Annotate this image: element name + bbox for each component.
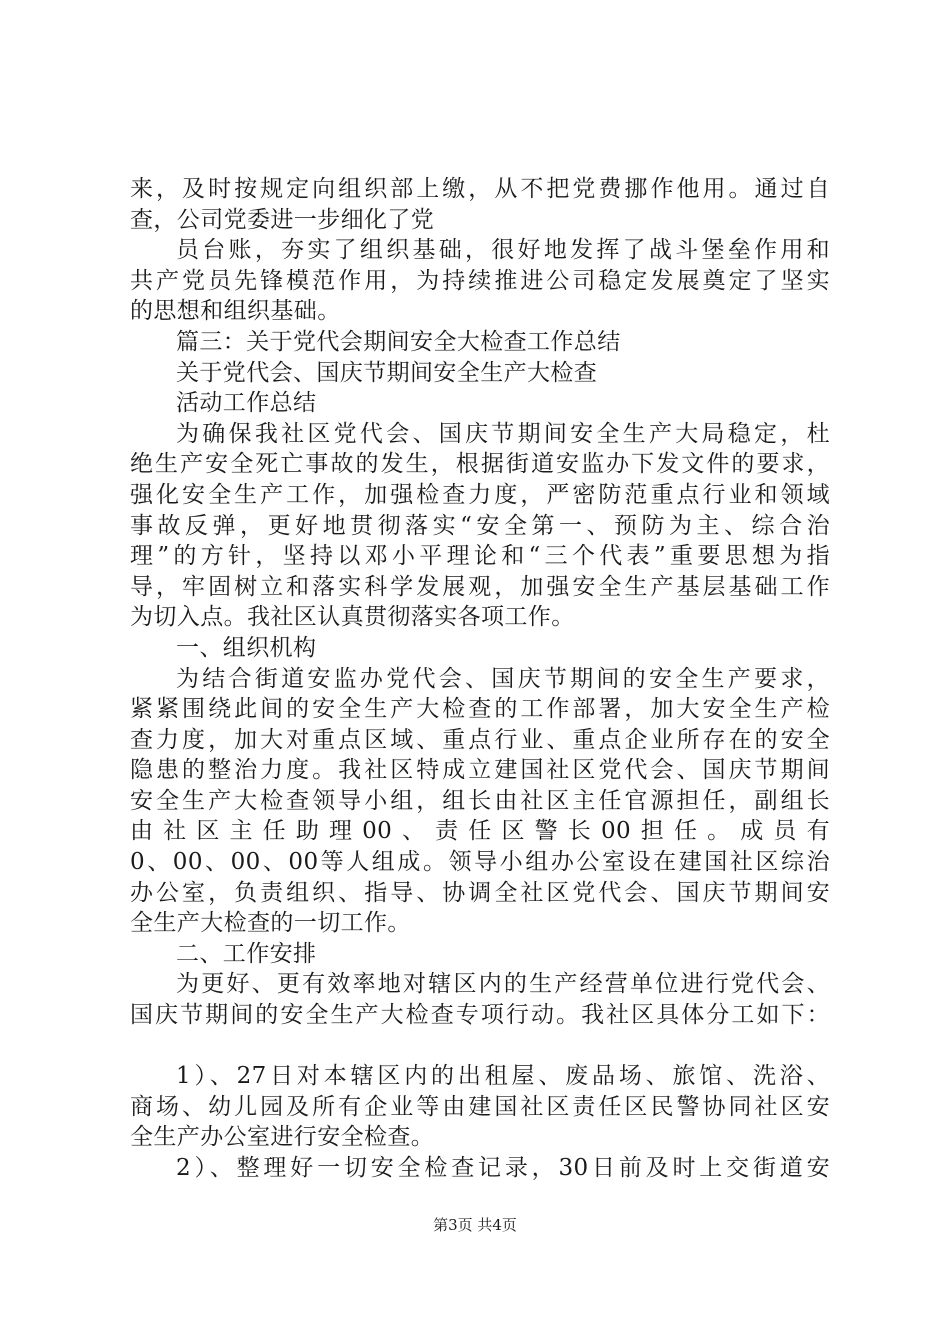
document-body	[130, 174, 830, 1184]
body-line: 来，及时按规定向组织部上缴，从不把党费挪作他用。通过自	[130, 176, 830, 202]
body-line: 事故反弹，更好地贯彻落实“安全第一、预防为主、综合治	[130, 512, 830, 539]
body-line: 0、00、00、00等人组成。领导小组办公室设在建国社区综治	[130, 849, 830, 876]
page-number: 第3页 共4页	[433, 1216, 517, 1234]
page-footer	[0, 1215, 950, 1235]
paragraph-gap	[130, 1031, 830, 1062]
body-line: 为切入点。我社区认真贯彻落实各项工作。	[130, 604, 575, 631]
document-title: 活动工作总结	[176, 390, 317, 417]
body-line: 商场、幼儿园及所有企业等由建国社区责任区民警协同社区安	[130, 1093, 830, 1120]
body-line: 隐患的整治力度。我社区特成立建国社区党代会、国庆节期间	[130, 757, 830, 784]
body-line: 全生产大检查的一切工作。	[130, 910, 411, 937]
list-item: 2）、整理好一切安全检查记录，30日前及时上交街道安	[176, 1155, 830, 1181]
body-line: 绝生产安全死亡事故的发生，根据街道安监办下发文件的要求，	[130, 451, 830, 478]
body-line: 强化安全生产工作，加强检查力度，严密防范重点行业和领域	[130, 481, 830, 508]
body-line: 查力度，加大对重点区域、重点行业、重点企业所存在的安全	[130, 726, 830, 753]
body-line: 为更好、更有效率地对辖区内的生产经营单位进行党代会、	[176, 971, 830, 998]
list-item: 1）、27日对本辖区内的出租屋、废品场、旅馆、洗浴、	[176, 1063, 830, 1090]
body-line: 办公室，负责组织、指导、协调全社区党代会、国庆节期间安	[130, 879, 830, 906]
body-line: 导，牢固树立和落实科学发展观，加强安全生产基层基础工作	[130, 573, 830, 600]
body-line: 的思想和组织基础。	[130, 298, 341, 325]
body-line: 查，公司党委进一步细化了党	[130, 206, 435, 233]
body-line: 理”的方针，坚持以邓小平理论和“三个代表”重要思想为指	[130, 543, 830, 570]
section-heading: 篇三：关于党代会期间安全大检查工作总结	[176, 328, 621, 355]
section-heading: 二、工作安排	[176, 940, 317, 967]
body-line: 由社区主任助理00、责任区警长00担任。成员有	[130, 818, 830, 845]
body-line: 国庆节期间的安全生产大检查专项行动。我社区具体分工如下：	[130, 1002, 830, 1029]
document-title: 关于党代会、国庆节期间安全生产大检查	[176, 359, 598, 386]
section-heading: 一、组织机构	[176, 634, 317, 661]
body-line: 紧紧围绕此间的安全生产大检查的工作部署，加大安全生产检	[130, 696, 830, 723]
body-line: 全生产办公室进行安全检查。	[130, 1124, 435, 1151]
body-line: 为结合街道安监办党代会、国庆节期间的安全生产要求，	[176, 665, 830, 692]
body-line: 安全生产大检查领导小组，组长由社区主任官源担任，副组长	[130, 787, 830, 814]
body-line: 为确保我社区党代会、国庆节期间安全生产大局稳定，杜	[176, 420, 830, 447]
body-line: 共产党员先锋模范作用，为持续推进公司稳定发展奠定了坚实	[130, 267, 830, 294]
body-line: 员台账，夯实了组织基础，很好地发挥了战斗堡垒作用和	[176, 237, 830, 264]
